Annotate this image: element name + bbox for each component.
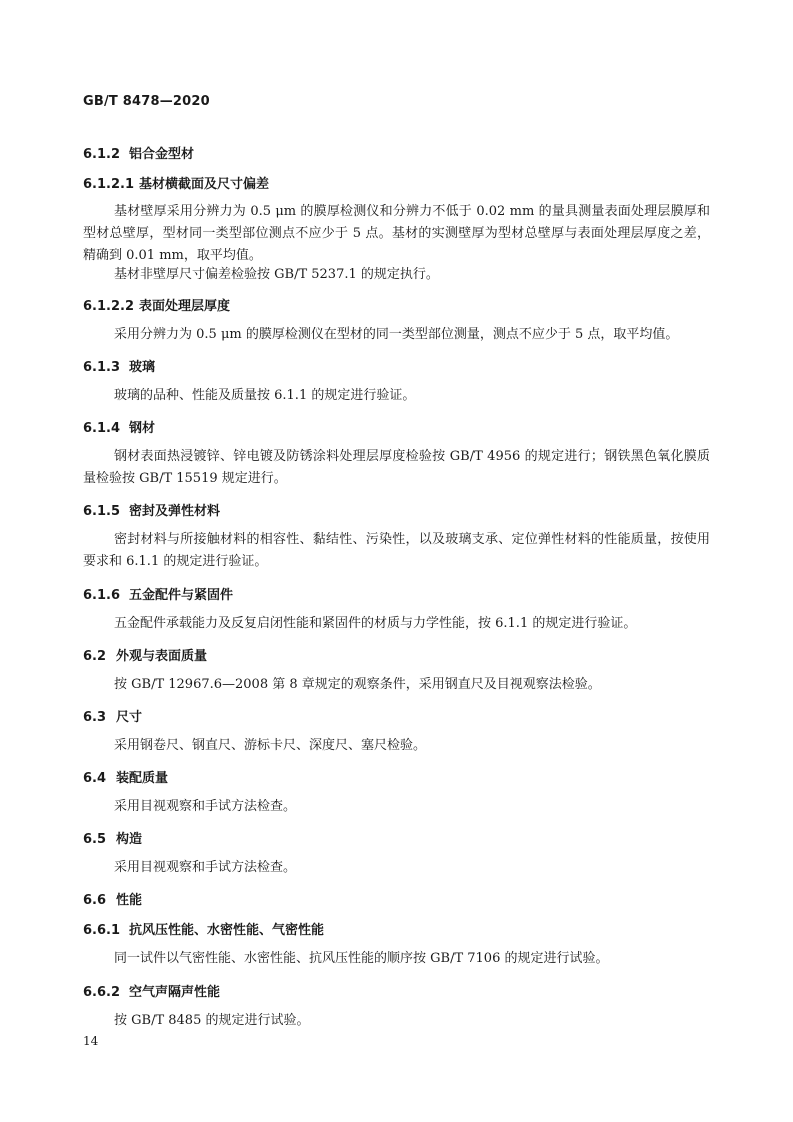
section-title: 抗风压性能、水密性能、气密性能 — [129, 923, 325, 938]
section-heading-6-1-6 — [83, 584, 233, 603]
section-number: 6.1.5 — [83, 504, 121, 519]
section-number: 6.1.4 — [83, 421, 121, 436]
section-title: 玻璃 — [129, 360, 156, 375]
section-heading-6-1-2-1 — [83, 173, 269, 192]
section-number: 6.1.2 — [83, 147, 121, 162]
section-heading-6-3 — [83, 706, 142, 725]
paragraph-construction: 采用目视观察和手试方法检查。 — [114, 860, 297, 875]
section-heading-6-1-4 — [83, 417, 155, 436]
section-number: 6.1.6 — [83, 588, 121, 603]
section-title: 构造 — [116, 832, 143, 847]
section-number: 6.4 — [83, 771, 107, 786]
section-title: 性能 — [116, 893, 143, 908]
section-number: 6.1.3 — [83, 360, 121, 375]
section-number: 6.3 — [83, 710, 107, 725]
section-heading-6-1-2 — [83, 143, 194, 162]
section-number: 6.1.2.1 — [83, 177, 134, 192]
paragraph-dimensions: 采用钢卷尺、钢直尺、游标卡尺、深度尺、塞尺检验。 — [114, 738, 427, 753]
section-title: 装配质量 — [116, 771, 169, 786]
section-heading-6-6 — [83, 889, 142, 908]
paragraph-wind-water-air: 同一试件以气密性能、水密性能、抗风压性能的顺序按 GB/T 7106 的规定进行试验。 — [114, 951, 609, 966]
paragraph-non-wall-dimension: 基材非壁厚尺寸偏差检验按 GB/T 5237.1 的规定执行。 — [114, 267, 439, 282]
section-title: 铝合金型材 — [129, 147, 195, 162]
paragraph-glass: 玻璃的品种、性能及质量按 6.1.1 的规定进行验证。 — [114, 388, 416, 403]
section-number: 6.2 — [83, 649, 107, 664]
section-number: 6.1.2.2 — [83, 299, 134, 314]
paragraph-sealing: 密封材料与所接触材料的相容性、黏结性、污染性，以及玻璃支承、定位弹性材料的性能质量，按使用要求和 6.1.1 的规定进行验证。 — [83, 532, 710, 569]
section-heading-6-6-1 — [83, 919, 324, 938]
paragraph-sound-insulation: 按 GB/T 8485 的规定进行试验。 — [114, 1013, 310, 1028]
section-heading-6-1-3 — [83, 356, 155, 375]
section-title: 外观与表面质量 — [116, 649, 208, 664]
section-heading-6-4 — [83, 767, 168, 786]
paragraph-hardware: 五金配件承载能力及反复启闭性能和紧固件的材质与力学性能，按 6.1.1 的规定进行验证。 — [114, 616, 637, 631]
standard-code: GB/T 8478—2020 — [83, 94, 210, 109]
section-title: 五金配件与紧固件 — [129, 588, 234, 603]
section-title: 基材横截面及尺寸偏差 — [139, 177, 270, 192]
section-number: 6.6 — [83, 893, 107, 908]
paragraph-assembly: 采用目视观察和手试方法检查。 — [114, 799, 297, 814]
section-title: 表面处理层厚度 — [139, 299, 231, 314]
section-heading-6-5 — [83, 828, 142, 847]
section-title: 钢材 — [129, 421, 156, 436]
page-number: 14 — [83, 1034, 99, 1048]
paragraph-steel: 钢材表面热浸镀锌、锌电镀及防锈涂料处理层厚度检验按 GB/T 4956 的规定进行；钢铁黑色氧化膜质量检验按 GB/T 15519 规定进行。 — [83, 449, 710, 486]
section-title: 密封及弹性材料 — [129, 504, 221, 519]
section-heading-6-1-2-2 — [83, 295, 230, 314]
section-title: 尺寸 — [116, 710, 143, 725]
paragraph-wall-thickness: 基材壁厚采用分辨力为 0.5 μm 的膜厚检测仪和分辨力不低于 0.02 mm 的量具测量表面处理层膜厚和型材总壁厚，型材同一类型部位测点不应少于 5 点。基材的实测壁厚为型材总壁厚与表面处理层厚度之差，精确到 0.01 mm，取平均值。 — [83, 204, 710, 263]
paragraph-surface-layer: 采用分辨力为 0.5 μm 的膜厚检测仪在型材的同一类型部位测量，测点不应少于 5 点，取平均值。 — [114, 327, 679, 342]
section-number: 6.5 — [83, 832, 107, 847]
paragraph-appearance: 按 GB/T 12967.6—2008 第 8 章规定的观察条件，采用钢直尺及目视观察法检验。 — [114, 677, 601, 692]
section-heading-6-2 — [83, 645, 207, 664]
section-title: 空气声隔声性能 — [129, 985, 221, 1000]
section-heading-6-6-2 — [83, 981, 220, 1000]
section-number: 6.6.1 — [83, 923, 121, 938]
section-number: 6.6.2 — [83, 985, 121, 1000]
section-heading-6-1-5 — [83, 500, 220, 519]
